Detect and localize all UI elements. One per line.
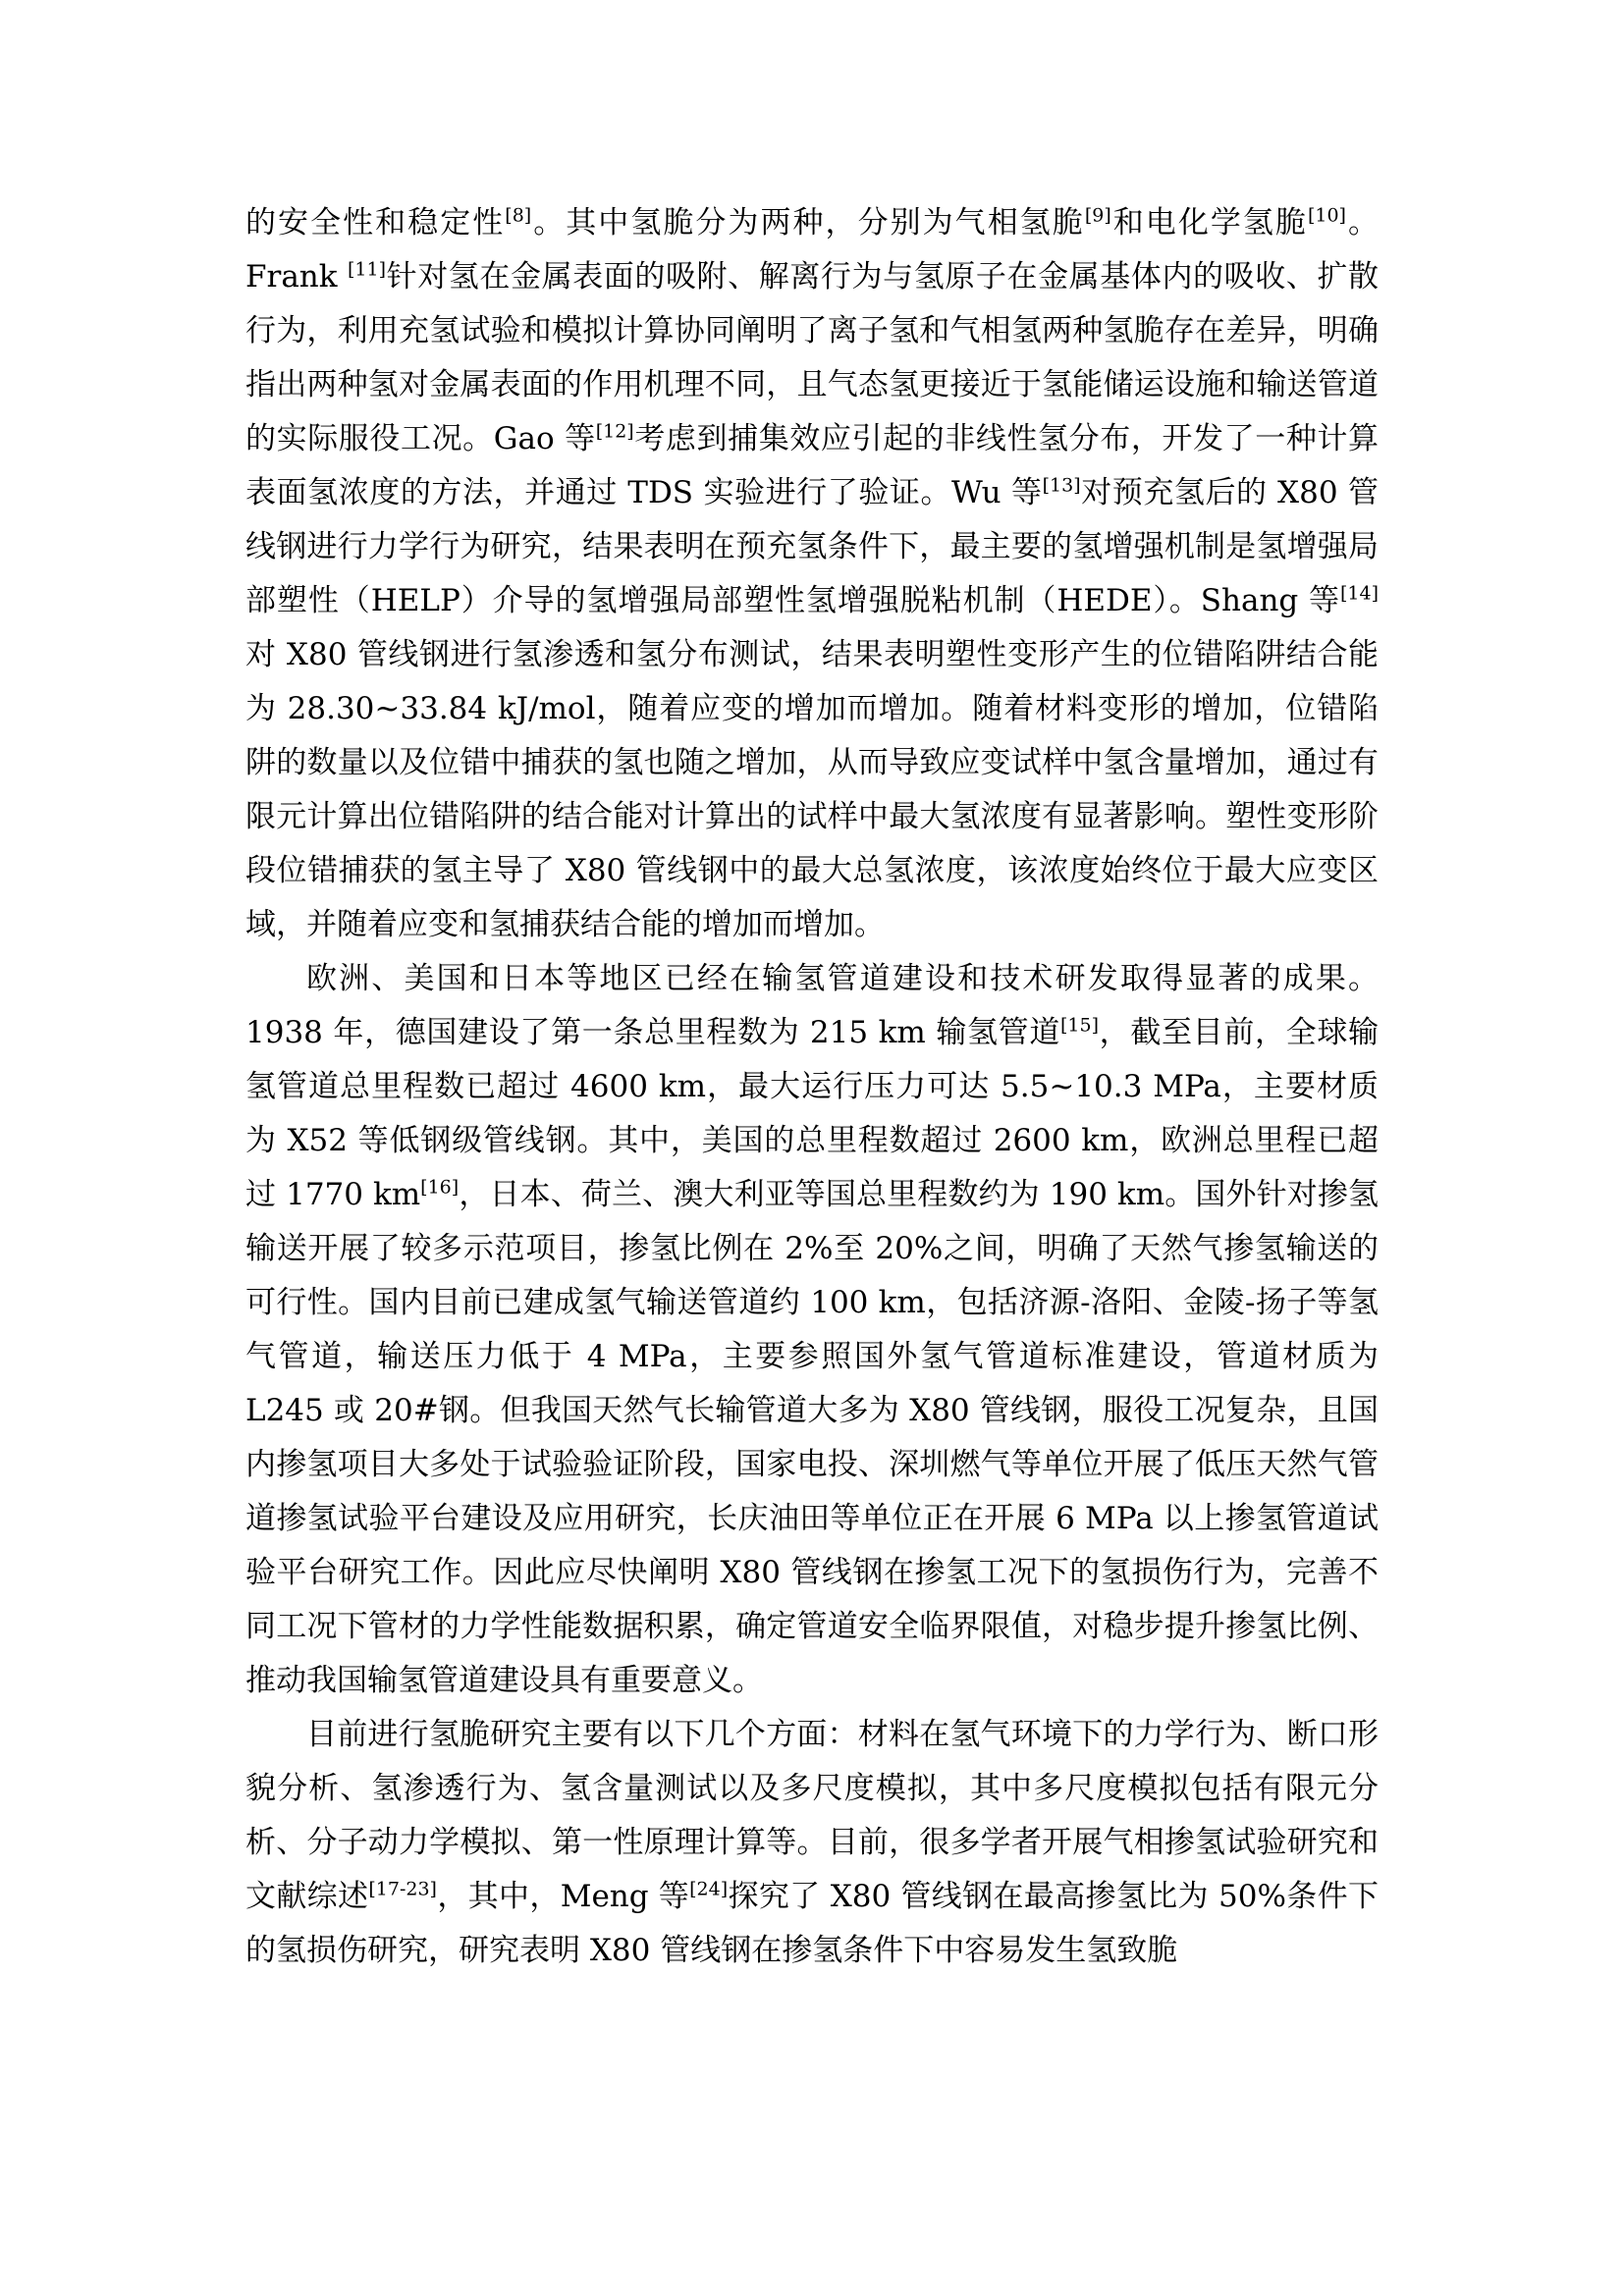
body-text: 考虑到捕集效应引起的非线性氢分布，开发了一种计算表面氢浓度的方法，并通过 TDS 实验进行了验证。Wu 等 [245, 421, 1380, 510]
citation-ref: [9] [1084, 204, 1111, 227]
citation-ref: [8] [505, 204, 532, 227]
body-text: 目前进行氢脆研究主要有以下几个方面：材料在氢气环境下的力学行为、断口形貌分析、氢渗透行为、氢含量测试以及多尺度模拟，其中多尺度模拟包括有限元分析、分子动力学模拟、第一性原理计算等。目前，很多学者开展气相掺氢试验研究和文献综述 [245, 1717, 1379, 1914]
citation-ref: [13] [1042, 474, 1081, 497]
paragraph-3 [245, 1708, 1379, 1978]
body-text: 针对氢在金属表面的吸附、解离行为与氢原子在金属基体内的吸收、扩散行为，利用充氢试验和模拟计算协同阐明了离子氢和气相氢两种氢脆存在差异，明确指出两种氢对金属表面的作用机理不同，且气态氢更接近于氢能储运设施和输送管道的实际服役工况。Gao 等 [245, 259, 1379, 456]
body-text: ，日本、荷兰、澳大利亚等国总里程数约为 190 km。国外针对掺氢输送开展了较多示范项目，掺氢比例在 2%至 20%之间，明确了天然气掺氢输送的可行性。国内目前已建成氢气输送管道约 100 km，包括济源-洛阳、金陵-扬子等氢气管道，输送压力低于 4 MPa，主要参照国外氢气管道标准建设，管道材质为 L245 或 20#钢。但我国天然气长输管道大多为 X80 管线钢，服役工况复杂，且国内掺氢项目大多处于试验验证阶段，国家电投、深圳燃气等单位开展了低压天然气管道掺氢试验平台建设及应用研究，长庆油田等单位正在开展 6 MPa 以上掺氢管道试验平台研究工作。因此应尽快阐明 X80 管线钢在掺氢工况下的氢损伤行为，完善不同工况下管材的力学性能数据积累，确定管道安全临界限值，对稳步提升掺氢比例、推动我国输氢管道建设具有重要意义。 [245, 1177, 1379, 1698]
citation-ref: [16] [420, 1176, 460, 1199]
body-text: 的安全性和稳定性 [245, 205, 506, 240]
citation-ref: [12] [595, 420, 634, 443]
citation-ref: [10] [1307, 204, 1346, 227]
body-text: ，其中，Meng 等 [436, 1879, 690, 1914]
body-text: 欧洲、美国和日本等地区已经在输氢管道建设和技术研发取得显著的成果。1938 年，德国建设了第一条总里程数为 215 km 输氢管道 [245, 961, 1379, 1050]
body-text: ，截至目前，全球输氢管道总里程数已超过 4600 km，最大运行压力可达 5.5~10.3 MPa，主要材质为 X52 等低钢级管线钢。其中，美国的总里程数超过 2600 km，欧洲总里程已超过 1770 km [245, 1015, 1380, 1212]
body-text: 和电化学氢脆 [1110, 205, 1308, 240]
citation-ref: [11] [348, 258, 387, 281]
document-page [245, 196, 1379, 1978]
body-text: 对 X80 管线钢进行氢渗透和氢分布测试，结果表明塑性变形产生的位错陷阱结合能为 28.30~33.84 kJ/mol，随着应变的增加而增加。随着材料变形的增加，位错陷阱的数量以及位错中捕获的氢也随之增加，从而导致应变试样中氢含量增加，通过有限元计算出位错陷阱的结合能对计算出的试样中最大氢浓度有显著影响。塑性变形阶段位错捕获的氢主导了 X80 管线钢中的最大总氢浓度，该浓度始终位于最大应变区域，并随着应变和氢捕获结合能的增加而增加。 [245, 637, 1379, 942]
paragraph-1 [245, 196, 1379, 952]
citation-ref: [14] [1339, 582, 1379, 605]
paragraph-2 [245, 952, 1379, 1708]
body-text: 对预充氢后的 X80 管线钢进行力学行为研究，结果表明在预充氢条件下，最主要的氢增强机制是氢增强局部塑性（HELP）介导的氢增强局部塑性氢增强脱粘机制（HEDE）。Shang 等 [245, 475, 1379, 618]
citation-ref: [17-23] [368, 1878, 437, 1900]
body-text: 。其中氢脆分为两种，分别为气相氢脆 [531, 205, 1085, 240]
citation-ref: [15] [1060, 1014, 1100, 1037]
body-text: 。Frank [245, 205, 1380, 294]
citation-ref: [24] [689, 1878, 729, 1900]
body-text: 探究了 X80 管线钢在最高掺氢比为 50%条件下的氢损伤研究，研究表明 X80 管线钢在掺氢条件下中容易发生氢致脆 [245, 1879, 1379, 1968]
